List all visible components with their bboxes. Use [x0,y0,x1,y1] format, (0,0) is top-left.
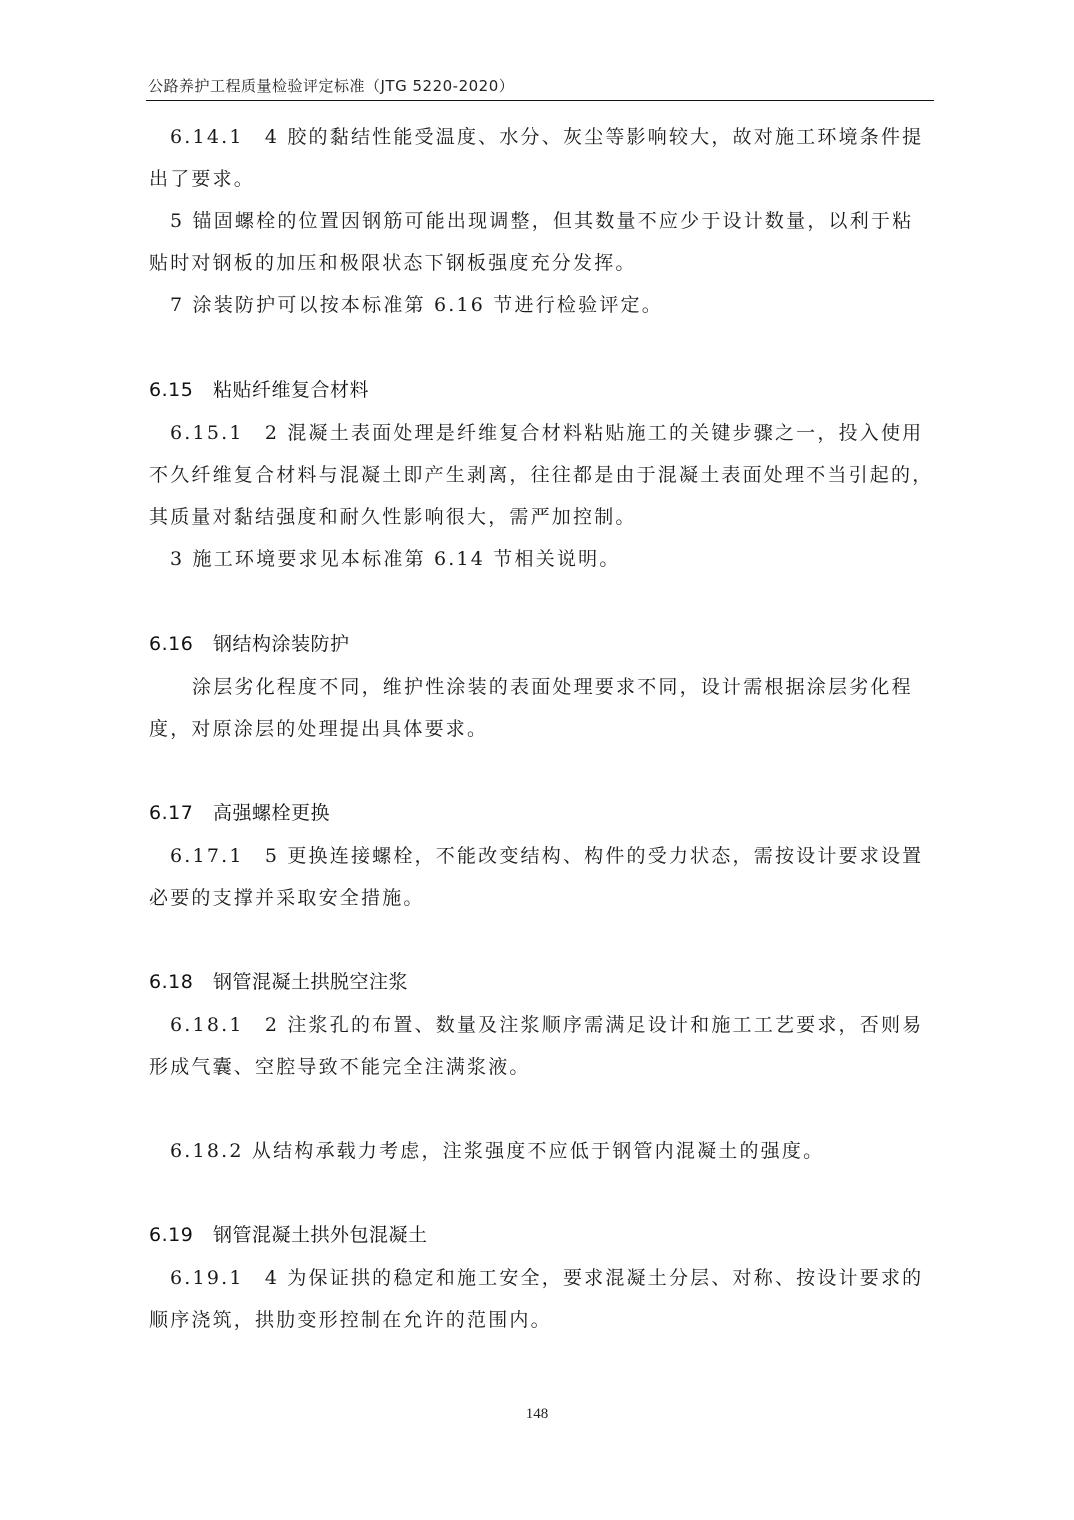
page-number: 148 [525,1406,549,1422]
paragraph-line: 度，对原涂层的处理提出具体要求。 [149,718,489,740]
paragraph-line: 5 锚固螺栓的位置因钢筋可能出现调整，但其数量不应少于设计数量，以利于粘 [170,210,914,232]
paragraph-line: 不久纤维复合材料与混凝土即产生剥离，往往都是由于混凝土表面处理不当引起的， [149,464,934,486]
section-heading-6-19 [149,1222,428,1248]
paragraph-line: 3 施工环境要求见本标准第 6.14 节相关说明。 [170,548,621,570]
paragraph-line: 6.18.1 2 注浆孔的布置、数量及注浆顺序需满足设计和施工工艺要求，否则易 [170,1014,924,1036]
section-number: 6.18 [149,971,194,993]
section-number: 6.16 [149,633,194,655]
paragraph-line: 贴时对钢板的加压和极限状态下钢板强度充分发挥。 [149,252,637,274]
section-heading-6-15 [149,377,369,403]
section-heading-6-17 [149,800,330,826]
paragraph-line: 6.17.1 5 更换连接螺栓，不能改变结构、构件的受力状态，需按设计要求设置 [170,845,924,867]
section-number: 6.19 [149,1224,194,1246]
document-title: 公路养护工程质量检验评定标准（JTG 5220-2020） [148,77,515,95]
section-title: 钢结构涂装防护 [213,633,350,655]
section-number: 6.15 [149,379,194,401]
paragraph-line: 6.19.1 4 为保证拱的稳定和施工安全，要求混凝土分层、对称、按设计要求的 [170,1267,924,1289]
section-title: 高强螺栓更换 [213,802,331,824]
paragraph-line: 6.14.1 4 胶的黏结性能受温度、水分、灰尘等影响较大，故对施工环境条件提 [170,126,924,148]
section-title: 粘贴纤维复合材料 [213,379,370,401]
section-heading-6-16 [149,631,350,657]
paragraph-line: 7 涂装防护可以按本标准第 6.16 节进行检验评定。 [170,294,663,316]
section-title: 钢管混凝土拱脱空注浆 [213,971,409,993]
paragraph-line: 6.18.2 从结构承载力考虑，注浆强度不应低于钢管内混凝土的强度。 [170,1140,825,1162]
running-header [146,76,934,101]
paragraph-line: 出了要求。 [149,168,256,190]
paragraph-line: 涂层劣化程度不同，维护性涂装的表面处理要求不同，设计需根据涂层劣化程 [192,676,913,698]
paragraph-line: 必要的支撑并采取安全措施。 [149,887,425,909]
section-number: 6.17 [149,802,194,824]
paragraph-line: 顺序浇筑，拱肋变形控制在允许的范围内。 [149,1309,552,1331]
paragraph-line: 6.15.1 2 混凝土表面处理是纤维复合材料粘贴施工的关键步骤之一，投入使用 [170,422,924,444]
paragraph-line: 形成气囊、空腔导致不能完全注满浆液。 [149,1056,531,1078]
paragraph-line: 其质量对黏结强度和耐久性影响很大，需严加控制。 [149,506,637,528]
section-title: 钢管混凝土拱外包混凝土 [213,1224,428,1246]
section-heading-6-18 [149,969,408,995]
